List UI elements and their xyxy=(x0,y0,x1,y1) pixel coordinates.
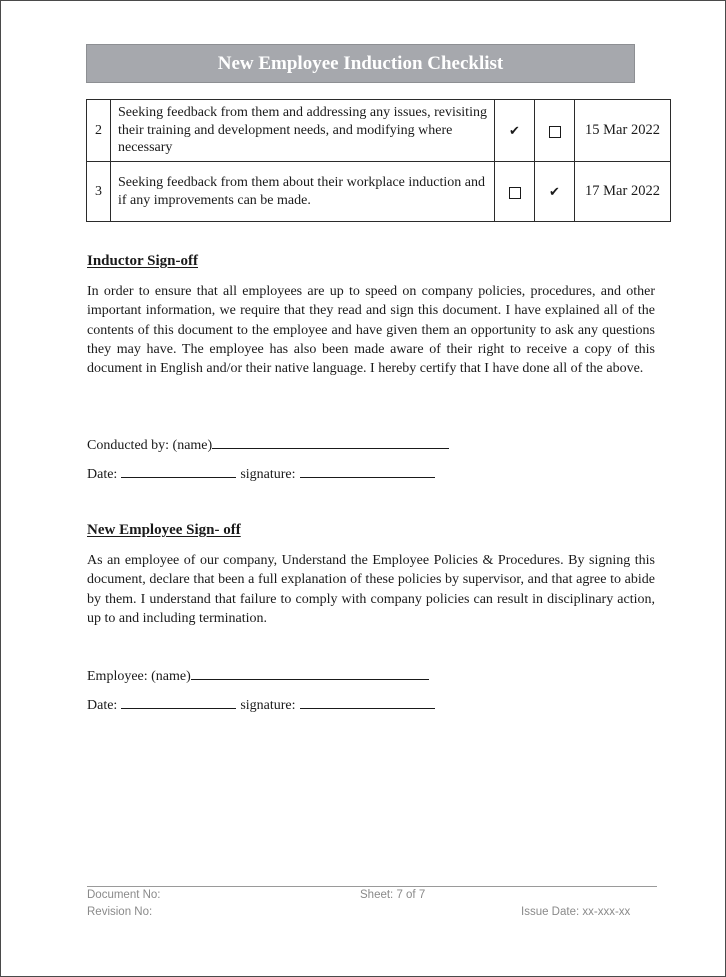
checkbox-icon[interactable] xyxy=(495,162,535,222)
inductor-signature-label: signature: xyxy=(240,467,296,482)
check-mark-icon[interactable]: ✔ xyxy=(495,100,535,162)
inductor-date-line[interactable] xyxy=(121,463,236,478)
row-date: 17 Mar 2022 xyxy=(575,162,671,222)
employee-name-label: Employee: (name) xyxy=(87,669,191,684)
inductor-signoff-heading: Inductor Sign-off xyxy=(87,253,198,269)
empty-checkbox-icon[interactable] xyxy=(549,126,561,138)
employee-date-signature-field[interactable] xyxy=(87,694,435,714)
employee-signature-label: signature: xyxy=(240,698,296,713)
table-row xyxy=(87,162,671,222)
row-description: Seeking feedback from them about their workplace induction and if any improvements can be made. xyxy=(111,162,495,222)
footer-divider xyxy=(87,886,657,887)
empty-checkbox-icon[interactable] xyxy=(509,187,521,199)
employee-date-line[interactable] xyxy=(121,694,236,709)
checkbox-icon[interactable] xyxy=(535,100,575,162)
document-title: New Employee Induction Checklist xyxy=(86,44,635,83)
footer-revision-no: Revision No: xyxy=(87,906,153,918)
conducted-by-field[interactable] xyxy=(87,434,449,454)
row-number: 2 xyxy=(87,100,111,162)
check-mark-icon[interactable]: ✔ xyxy=(535,162,575,222)
employee-name-field[interactable] xyxy=(87,665,429,685)
employee-name-line[interactable] xyxy=(191,665,429,680)
inductor-date-signature-field[interactable] xyxy=(87,463,435,483)
inductor-signature-line[interactable] xyxy=(300,463,435,478)
employee-signoff-heading: New Employee Sign- off xyxy=(87,522,241,538)
conducted-by-line[interactable] xyxy=(212,434,449,449)
row-date: 15 Mar 2022 xyxy=(575,100,671,162)
employee-signature-line[interactable] xyxy=(300,694,435,709)
employee-date-label: Date: xyxy=(87,698,118,713)
conducted-by-label: Conducted by: (name) xyxy=(87,438,213,453)
employee-signoff-paragraph: As an employee of our company, Understand the Employee Policies & Procedures. By signing this document, declare that been a full explanation of these policies by supervisor, and that agree to abide by them. I understand that failure to comply with company policies can result in disciplinary action, up to and including termination. xyxy=(87,553,655,626)
footer-sheet: Sheet: 7 of 7 xyxy=(360,889,426,901)
inductor-signoff-paragraph: In order to ensure that all employees are up to speed on company policies, procedures, and other important information, we require that they read and sign this document. I have explained all of the contents of this document to the employee and have given them an opportunity to ask any questions they may have. The employee has also been made aware of their right to receive a copy of this document in English and/or their native language. I hereby certify that I have done all of the above. xyxy=(87,284,655,377)
table-row xyxy=(87,100,671,162)
row-number: 3 xyxy=(87,162,111,222)
inductor-date-label: Date: xyxy=(87,467,118,482)
footer-issue-date: Issue Date: xx-xxx-xx xyxy=(521,906,631,918)
row-description: Seeking feedback from them and addressing any issues, revisiting their training and development needs, and modifying where necessary xyxy=(111,100,495,162)
footer-document-no: Document No: xyxy=(87,889,161,901)
induction-checklist-table xyxy=(86,99,671,222)
